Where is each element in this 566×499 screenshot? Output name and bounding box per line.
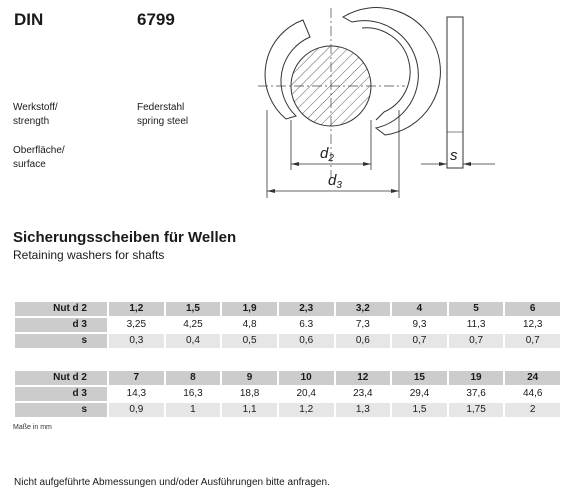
table-cell: 7,3 (336, 318, 391, 332)
table-row-groove-d2 (15, 302, 560, 316)
material-label-de: Werkstoff/ (13, 102, 58, 113)
din-label: DIN (14, 10, 44, 29)
table-cell: 9 (222, 371, 277, 385)
table-cell: 3,25 (109, 318, 164, 332)
technical-drawing (0, 0, 566, 210)
row-label: Nut d 2 (15, 371, 107, 385)
table-cell: 1,2 (109, 302, 164, 316)
table-cell: 1,5 (166, 302, 221, 316)
dim-d3-label: $d_3$ (328, 172, 342, 191)
spec-table-1 (13, 300, 562, 350)
table-cell: 1,9 (222, 302, 277, 316)
table-cell: 37,6 (449, 387, 504, 401)
surface-label-de: Oberfläche/ (13, 145, 65, 156)
table-row-s (15, 403, 560, 417)
table-cell: 19 (449, 371, 504, 385)
table-cell: 8 (166, 371, 221, 385)
table-cell: 6.3 (279, 318, 334, 332)
table-cell: 0,7 (449, 334, 504, 348)
table-cell: 29,4 (392, 387, 447, 401)
table-cell: 16,3 (166, 387, 221, 401)
table-cell: 3,2 (336, 302, 391, 316)
dim-d2-label: $d_2$ (320, 145, 334, 164)
table-cell: 0,7 (392, 334, 447, 348)
section-subtitle: Retaining washers for shafts (13, 248, 165, 262)
row-label: s (15, 403, 107, 417)
table-cell: 0,6 (279, 334, 334, 348)
table-row-s (15, 334, 560, 348)
table-cell: 1,2 (279, 403, 334, 417)
table-cell: 10 (279, 371, 334, 385)
table-cell: 15 (392, 371, 447, 385)
spec-table-2 (13, 369, 562, 419)
table-cell: 44,6 (505, 387, 560, 401)
table-cell: 0,7 (505, 334, 560, 348)
row-label: s (15, 334, 107, 348)
dimension-lines (267, 110, 495, 198)
table-cell: 4,25 (166, 318, 221, 332)
table-cell: 5 (449, 302, 504, 316)
dim-s-label: s (450, 147, 458, 164)
table-cell: 0,4 (166, 334, 221, 348)
table-cell: 1 (166, 403, 221, 417)
table-row-d3 (15, 318, 560, 332)
dimension-arrows (267, 162, 471, 193)
table-cell: 0,3 (109, 334, 164, 348)
table-cell: 0,5 (222, 334, 277, 348)
table-cell: 12 (336, 371, 391, 385)
surface-label-en: surface (13, 159, 46, 170)
footer-note: Nicht aufgeführte Abmessungen und/oder Ausführungen bitte anfragen. (14, 477, 330, 488)
section-title: Sicherungsscheiben für Wellen (13, 229, 237, 246)
table-cell: 1,3 (336, 403, 391, 417)
material-value-de: Federstahl (137, 102, 185, 113)
table-cell: 2,3 (279, 302, 334, 316)
row-label: Nut d 2 (15, 302, 107, 316)
row-label: d 3 (15, 318, 107, 332)
table-cell: 9,3 (392, 318, 447, 332)
table-cell: 6 (505, 302, 560, 316)
table-cell: 12,3 (505, 318, 560, 332)
units-note: Maße in mm (13, 424, 52, 431)
washer-side-view (447, 17, 463, 168)
table-cell: 0,6 (336, 334, 391, 348)
row-label: d 3 (15, 387, 107, 401)
table-row-groove-d2 (15, 371, 560, 385)
table-cell: 14,3 (109, 387, 164, 401)
table-cell: 7 (109, 371, 164, 385)
dimension-labels (320, 145, 458, 191)
table-cell: 23,4 (336, 387, 391, 401)
table-cell: 4,8 (222, 318, 277, 332)
material-value-en: spring steel (137, 116, 189, 127)
table-row-d3 (15, 387, 560, 401)
table-cell: 4 (392, 302, 447, 316)
table-cell: 1,5 (392, 403, 447, 417)
table-cell: 1,75 (449, 403, 504, 417)
table-cell: 18,8 (222, 387, 277, 401)
table-cell: 0,9 (109, 403, 164, 417)
din-number: 6799 (137, 10, 175, 29)
table-cell: 2 (505, 403, 560, 417)
table-cell: 11,3 (449, 318, 504, 332)
table-cell: 24 (505, 371, 560, 385)
table-cell: 20,4 (279, 387, 334, 401)
material-label-en: strength (13, 116, 50, 127)
table-cell: 1,1 (222, 403, 277, 417)
